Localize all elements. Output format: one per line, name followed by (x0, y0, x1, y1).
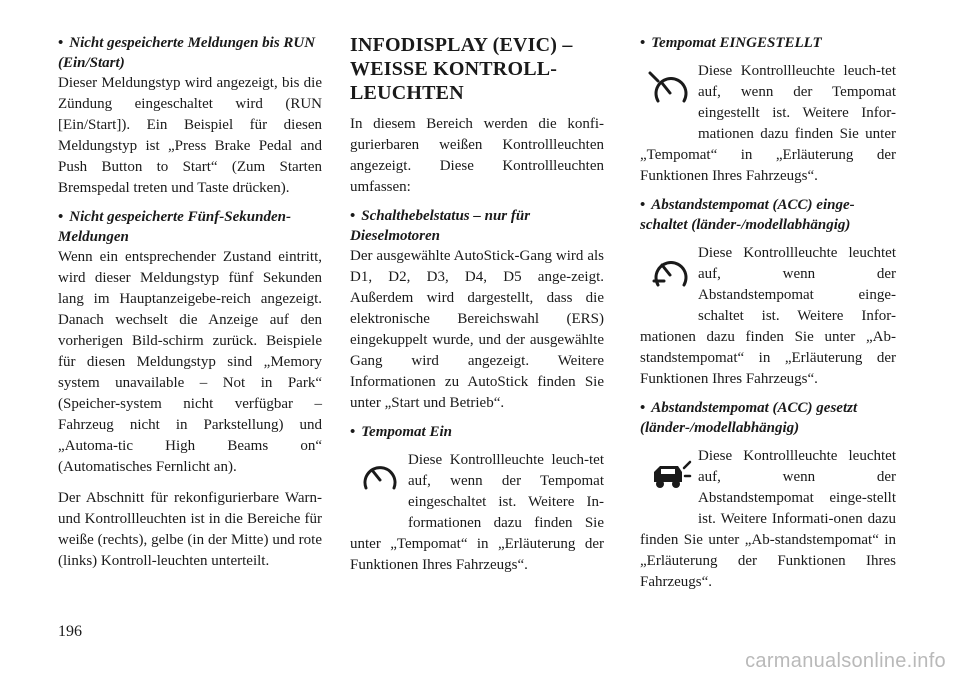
acc-set-block (640, 446, 896, 593)
cruise-set-block (640, 61, 896, 187)
cruise-set-icon (640, 61, 698, 133)
heading-acc-set: • Abstandstempomat (ACC) gesetzt (länder-/modellabhängig) (640, 398, 896, 438)
heading-cruise-set: • Tempomat EINGESTELLT (640, 33, 896, 53)
page-number: 196 (58, 623, 82, 640)
paragraph-cruise-set: Diese Kontrollleuchte leuch-tet auf, wenn der Tempomat eingestellt ist. Weitere Infor-mationen dazu finden Sie unter „Tempomat“ in „Erläuterung der Funktionen Ihres Fahrzeugs“. (640, 63, 896, 184)
acc-on-icon (640, 243, 698, 315)
column-middle (350, 33, 604, 576)
paragraph-gear-status: Der ausgewählte AutoStick-Gang wird als D1, D2, D3, D4, D5 ange-zeigt. Außerdem wird dargestellt, dass die elektronische Bereichswahl (ERS) eingekuppelt wurde, und der ausgewählte Gang wird angezeigt. Weitere Informationen zu AutoStick finden Sie unter „Start und Betrieb“. (350, 248, 604, 411)
paragraph-acc-set: Diese Kontrollleuchte leuchtet auf, wenn der Abstandstempomat einge-stellt ist. Weitere Informati-onen dazu finden Sie unter „Ab-standstempomat“ in „Erläuterung der Funktionen Ihres Fahrzeugs“. (640, 448, 896, 590)
heading-gear-status: • Schalthebelstatus – nur für Dieselmotoren (350, 206, 604, 246)
section-title: INFODISPLAY (EVIC) – WEISSE KONTROLL-LEUCHTEN (350, 34, 573, 104)
watermark: carmanualsonline.info (745, 650, 946, 672)
acc-on-block (640, 243, 896, 390)
column-right (640, 33, 896, 593)
paragraph-reconfigurable: Der Abschnitt für rekonfigurierbare Warn- und Kontrollleuchten ist in die Bereiche für weiße (rechts), gelbe (in der Mitte) und rote (links) Kontroll-leuchten unterteilt. (58, 490, 322, 569)
heading-cruise-on: • Tempomat Ein (350, 422, 604, 442)
cruise-control-icon (350, 450, 408, 522)
cruise-on-block (350, 450, 604, 576)
paragraph-intro: In diesem Bereich werden die konfi-gurierbaren weißen Kontrollleuchten angezeigt. Diese Kontrollleuchten umfassen: (350, 116, 604, 195)
acc-set-icon (640, 446, 698, 518)
heading-unsaved-run: • Nicht gespeicherte Meldungen bis RUN (Ein/Start) (58, 33, 322, 73)
paragraph-cruise-on: Diese Kontrollleuchte leuch-tet auf, wenn der Tempomat eingeschaltet ist. Weitere In-formationen dazu finden Sie unter „Tempomat“ in „Erläuterung der Funktionen Ihres Fahrzeugs“. (350, 452, 604, 573)
column-left (58, 33, 322, 572)
paragraph-acc-on: Diese Kontrollleuchte leuchtet auf, wenn der Abstandstempomat einge-schaltet ist. Weitere Infor-mationen dazu finden Sie unter „Ab-standstempomat“ in „Erläuterung der Funktionen Ihres Fahrzeugs“. (640, 245, 896, 387)
heading-acc-on: • Abstandstempomat (ACC) einge-schaltet (länder-/modellabhängig) (640, 195, 896, 235)
paragraph-unsaved-run: Dieser Meldungstyp wird angezeigt, bis die Zündung eingeschaltet wird (RUN [Ein/Start]). Ein Beispiel für diesen Meldungstyp ist „Press Brake Pedal and Push Button to Start“ (Zum Starten Bremspedal treten und Taste drücken). (58, 75, 322, 196)
heading-five-second: • Nicht gespeicherte Fünf-Sekunden-Meldungen (58, 207, 322, 247)
paragraph-five-second: Wenn ein entsprechender Zustand eintritt, wird dieser Meldungstyp fünf Sekunden lang im Hauptanzeigebe-reich angezeigt. Danach wechselt die Anzeige auf den vorherigen Bild-schirm zurück. Beispiele für diesen Meldungstyp sind „Memory system unavailable – Not in Park“ (Speicher-system nicht verfügbar – Fahrzeug nicht in Parkstellung) und „Automa-tic High Beams on“ (Automatisches Fernlicht an). (58, 249, 322, 475)
